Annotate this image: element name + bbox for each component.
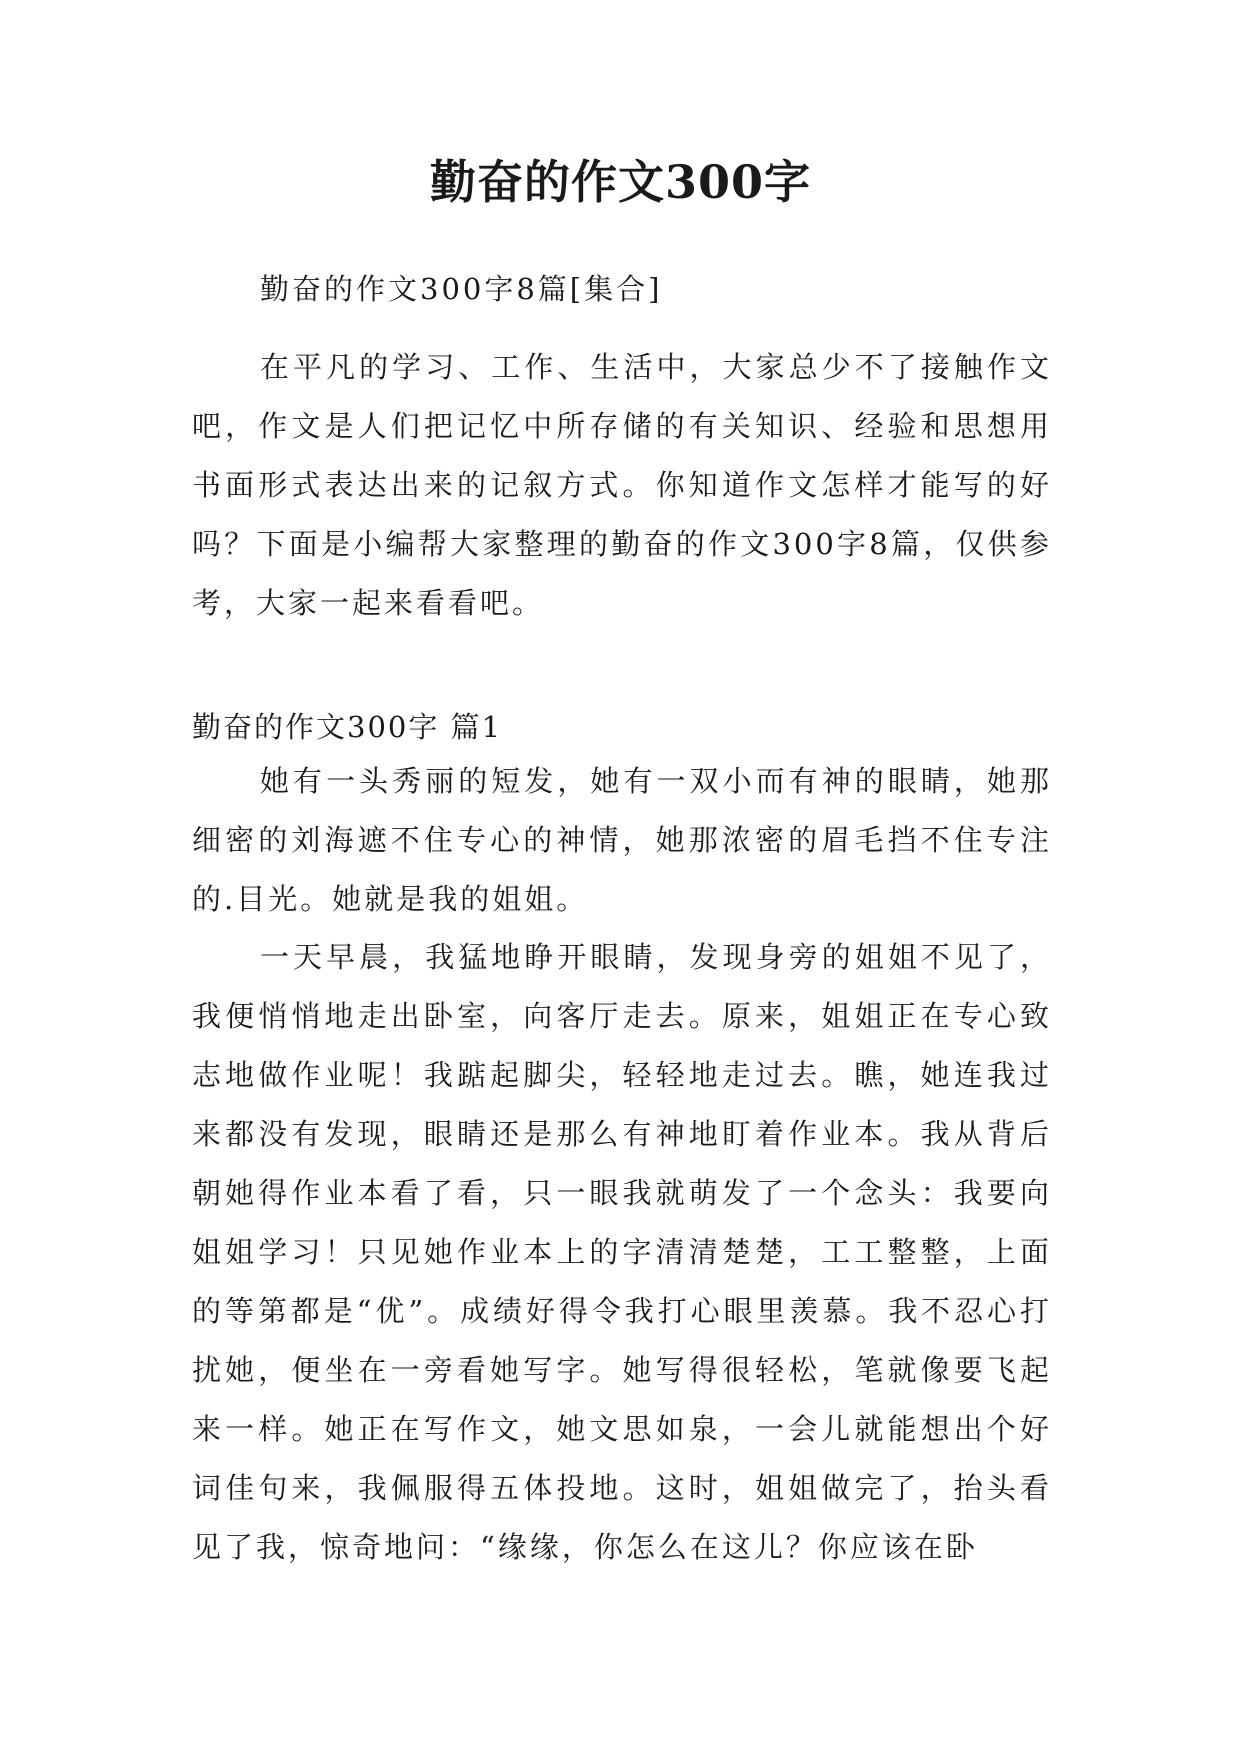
section-heading: 勤奋的作文300字 篇1: [192, 710, 503, 744]
document-subtitle: 勤奋的作文300字8篇[集合]: [260, 272, 663, 306]
body-paragraph-2: 一天早晨，我猛地睁开眼睛，发现身旁的姐姐不见了，我便悄悄地走出卧室，向客厅走去。原来，姐姐正在专心致志地做作业呢！我踮起脚尖，轻轻地走过去。瞧，她连我过来都没有发现，眼睛还是那么有神地盯着作业本。我从背后朝她得作业本看了看，只一眼我就萌发了一个念头：我要向姐姐学习！只见她作业本上的字清清楚楚，工工整整，上面的等第都是“优”。成绩好得令我打心眼里羡慕。我不忍心打扰她，便坐在一旁看她写字。她写得很轻松，笔就像要飞起来一样。她正在写作文，她文思如泉，一会儿就能想出个好词佳句来，我佩服得五体投地。这时，姐姐做完了，抬头看见了我，惊奇地问：“缘缘，你怎么在这儿？你应该在卧: [192, 940, 1052, 1564]
intro-paragraph: 在平凡的学习、工作、生活中，大家总少不了接触作文吧，作文是人们把记忆中所存储的有关知识、经验和思想用书面形式表达出来的记叙方式。你知道作文怎样才能写的好吗？下面是小编帮大家整理的勤奋的作文300字8篇，仅供参考，大家一起来看看吧。: [192, 350, 1052, 620]
document-title: 勤奋的作文300字: [429, 155, 812, 209]
body-paragraph-1: 她有一头秀丽的短发，她有一双小而有神的眼睛，她那细密的刘海遮不住专心的神情，她那浓密的眉毛挡不住专注的.目光。她就是我的姐姐。: [192, 764, 1052, 916]
